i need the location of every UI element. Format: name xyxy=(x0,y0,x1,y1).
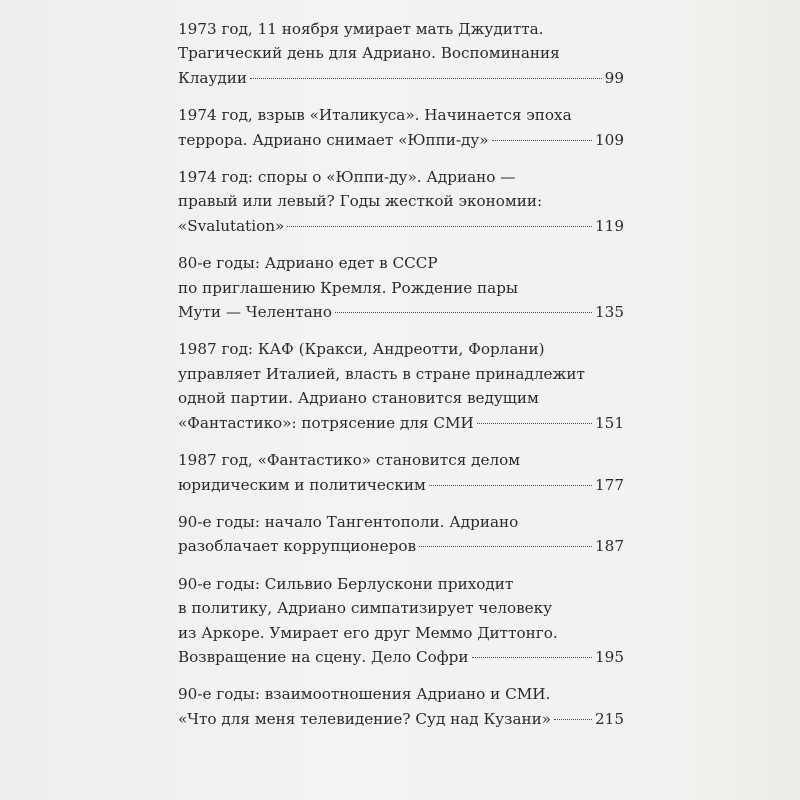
toc-entry xyxy=(178,448,624,497)
dot-leader xyxy=(477,423,592,424)
toc-entry-line: Возвращение на сцену. Дело Софри xyxy=(178,647,469,666)
page-number: 215 xyxy=(595,709,624,728)
toc-entry-line: 1987 год, «Фантастико» становится делом xyxy=(178,451,521,470)
toc-entry-line: 90-е годы: начало Тангентополи. Адриано xyxy=(178,512,519,531)
toc-entry-line: 1987 год: КАФ (Кракси, Андреотти, Форлани) xyxy=(178,340,545,359)
toc-entry-line: 90-е годы: Сильвио Берлускони приходит xyxy=(178,574,514,593)
dot-leader xyxy=(429,485,592,486)
dot-leader xyxy=(287,226,592,227)
table-of-contents xyxy=(178,17,624,744)
dot-leader xyxy=(419,546,592,547)
page-number: 187 xyxy=(595,537,624,556)
toc-entry xyxy=(178,572,624,670)
toc-entry-last-line xyxy=(178,300,624,324)
toc-entry-line: террора. Адриано снимает «Юппи-ду» xyxy=(178,130,489,149)
toc-entry-line: 1974 год: споры о «Юппи-ду». Адриано — xyxy=(178,168,516,187)
toc-entry-line: 1973 год, 11 ноября умирает мать Джудитта. xyxy=(178,20,544,38)
toc-entry-line: «Svalutation» xyxy=(178,216,285,235)
toc-entry-line: Трагический день для Адриано. Воспоминания xyxy=(178,44,560,63)
toc-entry-last-line xyxy=(178,411,624,435)
toc-entry-line: «Фантастико»: потрясение для СМИ xyxy=(178,413,474,432)
page-number: 135 xyxy=(595,303,624,322)
page-number: 177 xyxy=(595,475,624,494)
toc-entry-line: Мути — Челентано xyxy=(178,303,333,322)
page-number: 119 xyxy=(595,216,624,235)
toc-entry-last-line xyxy=(178,534,624,558)
toc-entry xyxy=(178,510,624,559)
page-number: 151 xyxy=(595,413,624,432)
toc-entry-line: юридическим и политическим xyxy=(178,475,426,494)
toc-entry-line: «Что для меня телевидение? Суд над Кузани» xyxy=(178,709,552,728)
toc-entry-line: из Аркоре. Умирает его друг Меммо Диттонго. xyxy=(178,623,558,642)
toc-entry xyxy=(178,103,624,152)
dot-leader xyxy=(335,312,592,313)
toc-entry xyxy=(178,165,624,238)
dot-leader xyxy=(492,140,592,141)
toc-entry-last-line xyxy=(178,473,624,497)
toc-entry xyxy=(178,251,624,324)
toc-entry-last-line xyxy=(178,707,624,731)
dot-leader xyxy=(250,78,602,79)
toc-entry-line: по приглашению Кремля. Рождение пары xyxy=(178,278,519,297)
toc-entry xyxy=(178,682,624,731)
page-number: 109 xyxy=(595,130,624,149)
toc-entry-line: 1974 год, взрыв «Италикуса». Начинается эпоха xyxy=(178,106,572,125)
dot-leader xyxy=(554,719,592,720)
toc-entry-last-line xyxy=(178,214,624,238)
toc-entry-line: 90-е годы: взаимоотношения Адриано и СМИ. xyxy=(178,685,551,704)
page-number: 99 xyxy=(604,68,624,87)
toc-entry-line: одной партии. Адриано становится ведущим xyxy=(178,389,539,408)
toc-entry-line: Клаудии xyxy=(178,68,247,87)
toc-entry xyxy=(178,17,624,90)
toc-entry-line: в политику, Адриано симпатизирует человеку xyxy=(178,599,553,618)
toc-entry-line: управляет Италией, власть в стране принадлежит xyxy=(178,364,585,383)
dot-leader xyxy=(472,657,592,658)
toc-entry-line: 80-е годы: Адриано едет в СССР xyxy=(178,254,438,273)
toc-entry-last-line xyxy=(178,66,624,90)
toc-entry xyxy=(178,337,624,435)
toc-entry-last-line xyxy=(178,128,624,152)
page-number: 195 xyxy=(595,647,624,666)
toc-entry-line: разоблачает коррупционеров xyxy=(178,537,417,556)
toc-entry-last-line xyxy=(178,645,624,669)
toc-entry-line: правый или левый? Годы жесткой экономии: xyxy=(178,192,543,211)
